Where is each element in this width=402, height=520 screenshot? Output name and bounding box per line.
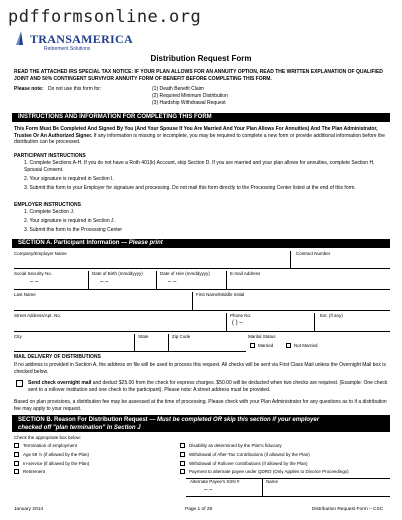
column-divider [262, 478, 263, 496]
participant-instruction-item: 2. Your signature is required in Section I. [24, 176, 114, 182]
footer-date: January 2014 [14, 507, 44, 512]
column-divider [168, 334, 169, 351]
termination-checkbox[interactable] [14, 443, 19, 448]
street-label: Street Address/Apt. No. [14, 313, 62, 318]
column-divider [88, 271, 89, 289]
employer-instructions-title: EMPLOYER INSTRUCTIONS [14, 202, 81, 208]
distribution-fee-text: Based on plan provisions, a distribution fee may be assessed at the time of processing. Please check with your Plan Administrator for any questions as to if a distribution fee may apply to your request. [14, 399, 387, 412]
dob-label: Date of Birth (mmddyyyy) [92, 271, 143, 276]
doh-label: Date of Hire (mmddyyyy) [160, 271, 210, 276]
participant-instruction-item: 1. Complete Sections A-H. If you do not have a Roth 401(k) Account, skip Section D. If you are married and your plan allows for annuities, complete Section H, Spousal Consent. [24, 160, 375, 173]
column-divider [226, 271, 227, 289]
please-note-item: (3) Hardship Withdrawal Request [152, 100, 226, 106]
phone-field[interactable]: ( ) – [232, 320, 243, 326]
section-b-hint: — Must be completed OR skip this section if your employer [147, 417, 320, 423]
age-59-checkbox[interactable] [14, 452, 19, 457]
employer-name-field[interactable] [14, 257, 290, 268]
reason-option-label: Withdrawal of After-Tax Contributions (if allowed by the Plan) [189, 452, 310, 457]
reason-option-label: Disability as determined by the Plan's fiduciary [189, 443, 282, 448]
logo-brand: TRANSAMERICA [30, 32, 133, 46]
please-note-list [152, 86, 228, 107]
married-label: Married [258, 343, 274, 348]
please-note-text: Do not use this form for: [48, 86, 102, 92]
retirement-checkbox[interactable] [14, 469, 19, 474]
please-note-item: (1) Death Benefit Claim [152, 86, 204, 92]
mail-delivery-title: MAIL DELIVERY OF DISTRIBUTIONS [14, 354, 101, 360]
contract-number-label: Contract Number [296, 251, 331, 256]
overnight-mail-bold: Send check overnight mail [28, 380, 92, 386]
instructions-header: INSTRUCTIONS AND INFORMATION FOR COMPLETING THIS FORM [12, 113, 390, 122]
zip-label: Zip Code [172, 334, 191, 339]
ssn-label: Social Security No. [14, 271, 53, 276]
city-field[interactable] [14, 340, 132, 351]
reason-option-label: Termination of employment [23, 443, 78, 448]
email-field[interactable] [230, 277, 388, 288]
section-b-header [12, 415, 390, 432]
reason-option-label: Payment to alternate payee under QDRO (Only Applies to Divorce Proceedings) [189, 469, 349, 474]
overnight-mail-rest: and deduct $25.00 from the check for express charges. $50.00 will be deducted when two checks are required. (Example: One check sent to a rollover institution and one check to the participant). Please note: A street address must be provided. [28, 380, 388, 393]
watermark-text: pdfformsonline.org [8, 7, 202, 27]
disability-checkbox[interactable] [180, 443, 185, 448]
not-married-checkbox[interactable] [286, 343, 291, 348]
row-divider [186, 496, 390, 497]
contract-number-field[interactable] [294, 257, 390, 268]
overnight-mail-checkbox[interactable] [16, 380, 23, 387]
footer-page-number: Page 1 of 28 [185, 507, 213, 512]
row-divider [14, 331, 390, 332]
reason-option-label: Age 59 ½ (if allowed by the Plan) [23, 452, 90, 457]
participant-instruction-item: 3. Submit this form to your Employer for signature and processing. Do not mail this form directly to the Processing Center listed at the end of this form. [24, 185, 356, 191]
column-divider [290, 251, 291, 268]
state-label: State [138, 334, 149, 339]
first-name-field[interactable] [196, 298, 388, 309]
pyramid-logo-icon [14, 31, 28, 45]
married-checkbox[interactable] [250, 343, 255, 348]
check-box-instruction: Check the appropriate box below: [14, 435, 82, 440]
mail-delivery-text: If no address is provided in Section A, the address on file will be used to process this request. All checks will be sent via First Class Mail unless the Overnight Mail box is checked below. [14, 362, 386, 375]
row-divider [14, 289, 390, 290]
column-divider [226, 313, 227, 331]
ssn-field[interactable]: – – [30, 279, 39, 285]
participant-instructions-title: PARTICIPANT INSTRUCTIONS [14, 153, 86, 159]
alternate-payee-name-label: Name [266, 479, 279, 484]
section-a-hint: — Please print [119, 240, 163, 246]
column-divider [134, 334, 135, 351]
qdro-checkbox[interactable] [180, 469, 185, 474]
ext-field[interactable] [318, 319, 388, 330]
row-divider [14, 268, 390, 269]
instructions-intro-bold: This Form Must Be Completed And Signed By You (And Your Spouse If You Are Married And Your Plan Allows For Annuities) And The Plan Administrator, Trustee Or An Authorized Signer. [14, 126, 378, 139]
alternate-payee-ssn-field[interactable]: – – [204, 487, 213, 493]
section-b-hint-2: checked off "plan termination" In Section J [18, 425, 141, 431]
irs-notice: READ THE ATTACHED IRS SPECIAL TAX NOTICE: IF YOUR PLAN ALLOWS FOR AN ANNUITY OPTION, READ THE WRITTEN EXPLANATION OF QUALIFIED JOINT AND 50% CONTINGENT SURVIVOR ANNUITY FORM OF BENEFIT BEFORE COMPLETING THIS FORM. [14, 69, 383, 82]
city-label: City [14, 334, 22, 339]
state-field[interactable] [138, 340, 166, 351]
logo-tagline: Retirement Solutions [44, 46, 91, 52]
alternate-payee-name-field[interactable] [264, 486, 388, 495]
reason-option-label: Retirement [23, 469, 46, 474]
column-divider [192, 292, 193, 310]
doh-field[interactable]: – – [168, 279, 177, 285]
reason-option-label: Withdrawal of Rollover contributions (if allowed by the Plan) [189, 461, 308, 466]
footer-form-name: Distribution Request Form – CSC [312, 507, 384, 512]
in-service-checkbox[interactable] [14, 461, 19, 466]
employer-instruction-item: 3. Submit this form to the Processing Center [24, 227, 123, 233]
column-divider [156, 271, 157, 289]
section-b-title: SECTION B. Reason For Distribution Request [18, 417, 148, 423]
please-note-label: Please note: [14, 86, 44, 92]
last-name-label: Last Name [14, 292, 36, 297]
row-divider [14, 351, 246, 352]
column-divider [314, 313, 315, 331]
section-a-header [12, 239, 390, 248]
zip-field[interactable] [172, 340, 232, 351]
please-note-item: (2) Required Minimum Distribution [152, 93, 228, 99]
last-name-field[interactable] [14, 298, 190, 309]
alternate-payee-ssn-label: Alternate Payee's SSN # [190, 479, 240, 484]
page-title: Distribution Request Form [150, 54, 252, 63]
phone-label: Phone No. [230, 313, 252, 318]
ext-label: Ext. (if any) [320, 313, 343, 318]
first-name-label: First Name/Middle Initial [196, 292, 245, 297]
employer-instruction-item: 2. Your signature is required in Section J. [24, 218, 115, 224]
marital-status-label: Marital Status [248, 334, 276, 339]
dob-field[interactable]: – – [100, 279, 109, 285]
employer-name-label: Company/Employer Name [14, 251, 67, 256]
instructions-intro-rest: If any information is missing or incomplete, you may be required to complete a new form or provide additional information before the distribution can be processed. [14, 132, 385, 145]
employer-instruction-item: 1. Complete Section J. [24, 209, 75, 215]
instructions-intro [14, 126, 390, 146]
rollover-checkbox[interactable] [180, 461, 185, 466]
row-divider [14, 310, 390, 311]
street-field[interactable] [14, 319, 224, 330]
reason-option-label: In-service (if allowed by the Plan) [23, 461, 90, 466]
not-married-label: Not Married [294, 343, 318, 348]
email-label: E-mail Address [230, 271, 261, 276]
section-a-title: SECTION A. Participant Information [18, 240, 120, 246]
overnight-mail-text [28, 380, 390, 393]
after-tax-checkbox[interactable] [180, 452, 185, 457]
